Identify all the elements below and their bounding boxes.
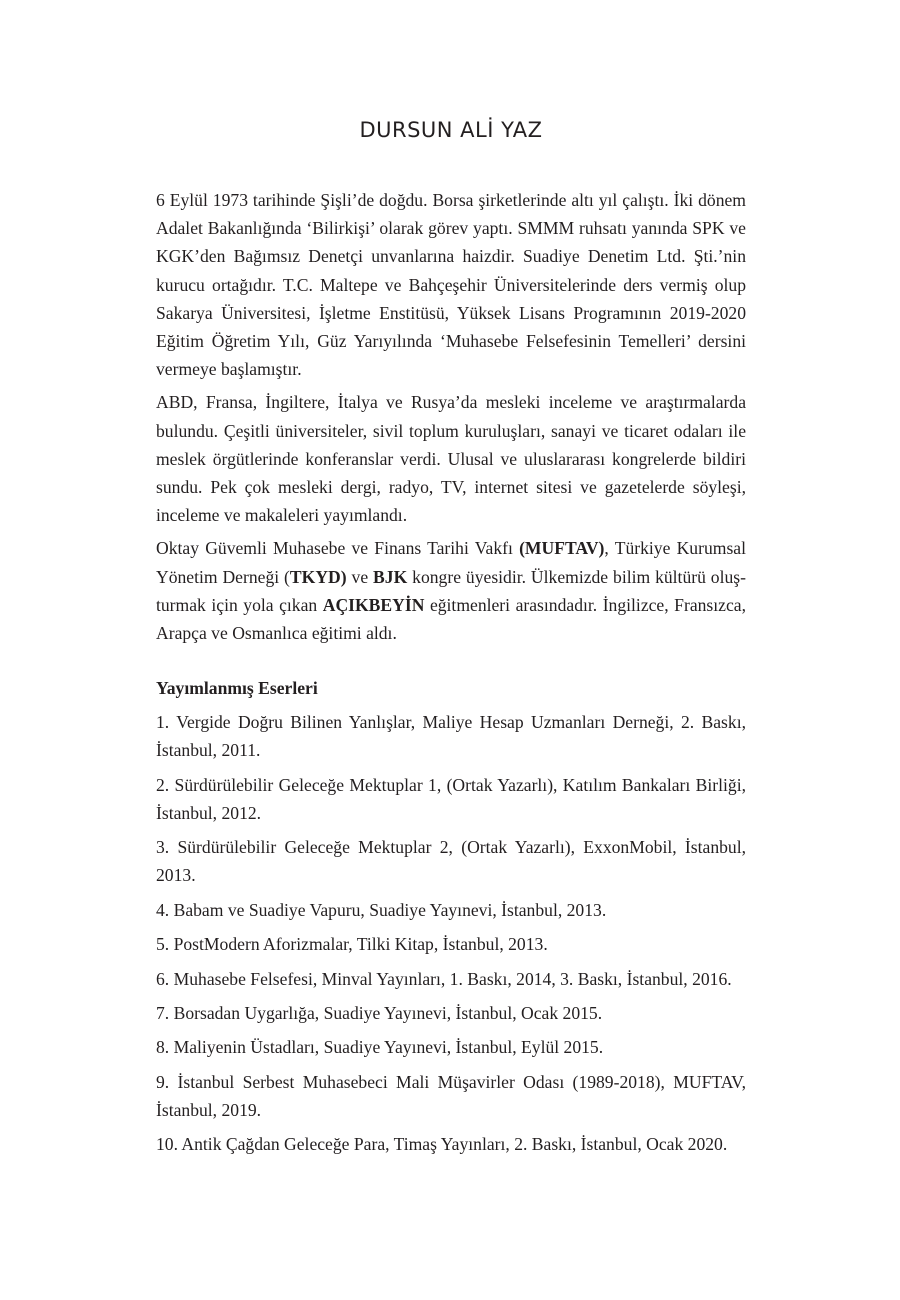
bio-paragraph-3 <box>156 534 746 647</box>
works-item: 1. Vergide Doğru Bilinen Yanlışlar, Maliye Hesap Uzmanları Derneği, 2. Baskı, İstanbul, 2011. <box>156 712 746 761</box>
bio-p3-bold-acikbeyin: AÇIKBEYİN <box>322 594 425 615</box>
works-item: 5. PostModern Aforizmalar, Tilki Kitap, İstanbul, 2013. <box>156 934 548 955</box>
bio-p3-bold-bjk: BJK <box>373 566 408 587</box>
works-item: 3. Sürdürülebilir Geleceğe Mektuplar 2, (Ortak Yazarlı), ExxonMobil, İstanbul, 2013. <box>156 837 746 886</box>
works-item: 4. Babam ve Suadiye Vapuru, Suadiye Yayınevi, İstanbul, 2013. <box>156 899 607 920</box>
works-item: 2. Sürdürülebilir Geleceğe Mektuplar 1, (Ortak Yazarlı), Katılım Bankaları Birliği, İstanbul, 2012. <box>156 774 746 823</box>
bio-paragraph-1: 6 Eylül 1973 tarihinde Şişli’de doğdu. Borsa şirketlerinde altı yıl çalıştı. İki dönem Adalet Bakanlığında ‘Bilirkişi’ olarak görev yaptı. SMMM ruhsatı yanında SPK ve KGK’den Bağımsız Denetçi unvanlarına haizdir. Suadiye Denetim Ltd. Şti.’nin kurucu ortağıdır. T.C. Maltepe ve Bahçeşehir Üniversitelerinde ders vermiş olup Sakarya Üniversitesi, İşletme Enstitüsü, Yüksek Lisans Programının 2019-2020 Eğitim Öğretim Yılı, Güz Yarıyılında ‘Muhasebe Felsefesinin Temelleri’ dersini vermeye başlamıştır. <box>156 190 746 380</box>
biography <box>156 186 746 652</box>
works-item: 6. Muhasebe Felsefesi, Minval Yayınları, 1. Baskı, 2014, 3. Baskı, İstanbul, 2016. <box>156 968 732 989</box>
works-heading: Yayımlanmış Eserleri <box>156 678 318 698</box>
works-list <box>156 708 746 1165</box>
bio-p3-text-5: eğitmenleri arasındadır. İngilizce, Fransızca, Arapça ve Osmanlıca eğitimi aldı. <box>156 594 746 644</box>
works-item: 8. Maliyenin Üstadları, Suadiye Yayınevi, İstanbul, Eylül 2015. <box>156 1037 604 1058</box>
works-item: 7. Borsadan Uygarlığa, Suadiye Yayınevi, İstanbul, Ocak 2015. <box>156 1002 603 1023</box>
bio-p3-bold-muftav: (MUFTAV) <box>519 538 605 559</box>
bio-p3-bold-tkyd: TKYD) <box>289 566 347 587</box>
bio-p3-text-3: ve <box>346 566 374 587</box>
author-name: DURSUN ALİ YAZ <box>359 118 543 142</box>
bio-p3-text-4: kongre üyesidir. Ülkemizde bilim kültürü oluş-turmak için yola çıkan <box>156 566 746 615</box>
bio-p3-text-1: Oktay Güvemli Muhasebe ve Finans Tarihi Vakfı <box>156 538 520 559</box>
bio-paragraph-2: ABD, Fransa, İngiltere, İtalya ve Rusya’da mesleki inceleme ve araştırmalarda bulundu. Çeşitli üniversiteler, sivil toplum kuruluşları, sanayi ve ticaret odaları ile meslek örgütlerinde konferanslar verdi. Ulusal ve uluslararası kongrelerde bildiri sundu. Pek çok mesleki dergi, radyo, TV, internet sitesi ve gazetelerde söyleşi, inceleme ve makaleleri yayımlandı. <box>156 392 746 526</box>
works-item: 10. Antik Çağdan Geleceğe Para, Timaş Yayınları, 2. Baskı, İstanbul, Ocak 2020. <box>156 1134 728 1155</box>
works-item: 9. İstanbul Serbest Muhasebeci Mali Müşavirler Odası (1989-2018), MUFTAV, İstanbul, 2019. <box>156 1071 746 1120</box>
bio-p3-text-2: , Türkiye Kurumsal Yönetim Derneği ( <box>156 538 746 587</box>
